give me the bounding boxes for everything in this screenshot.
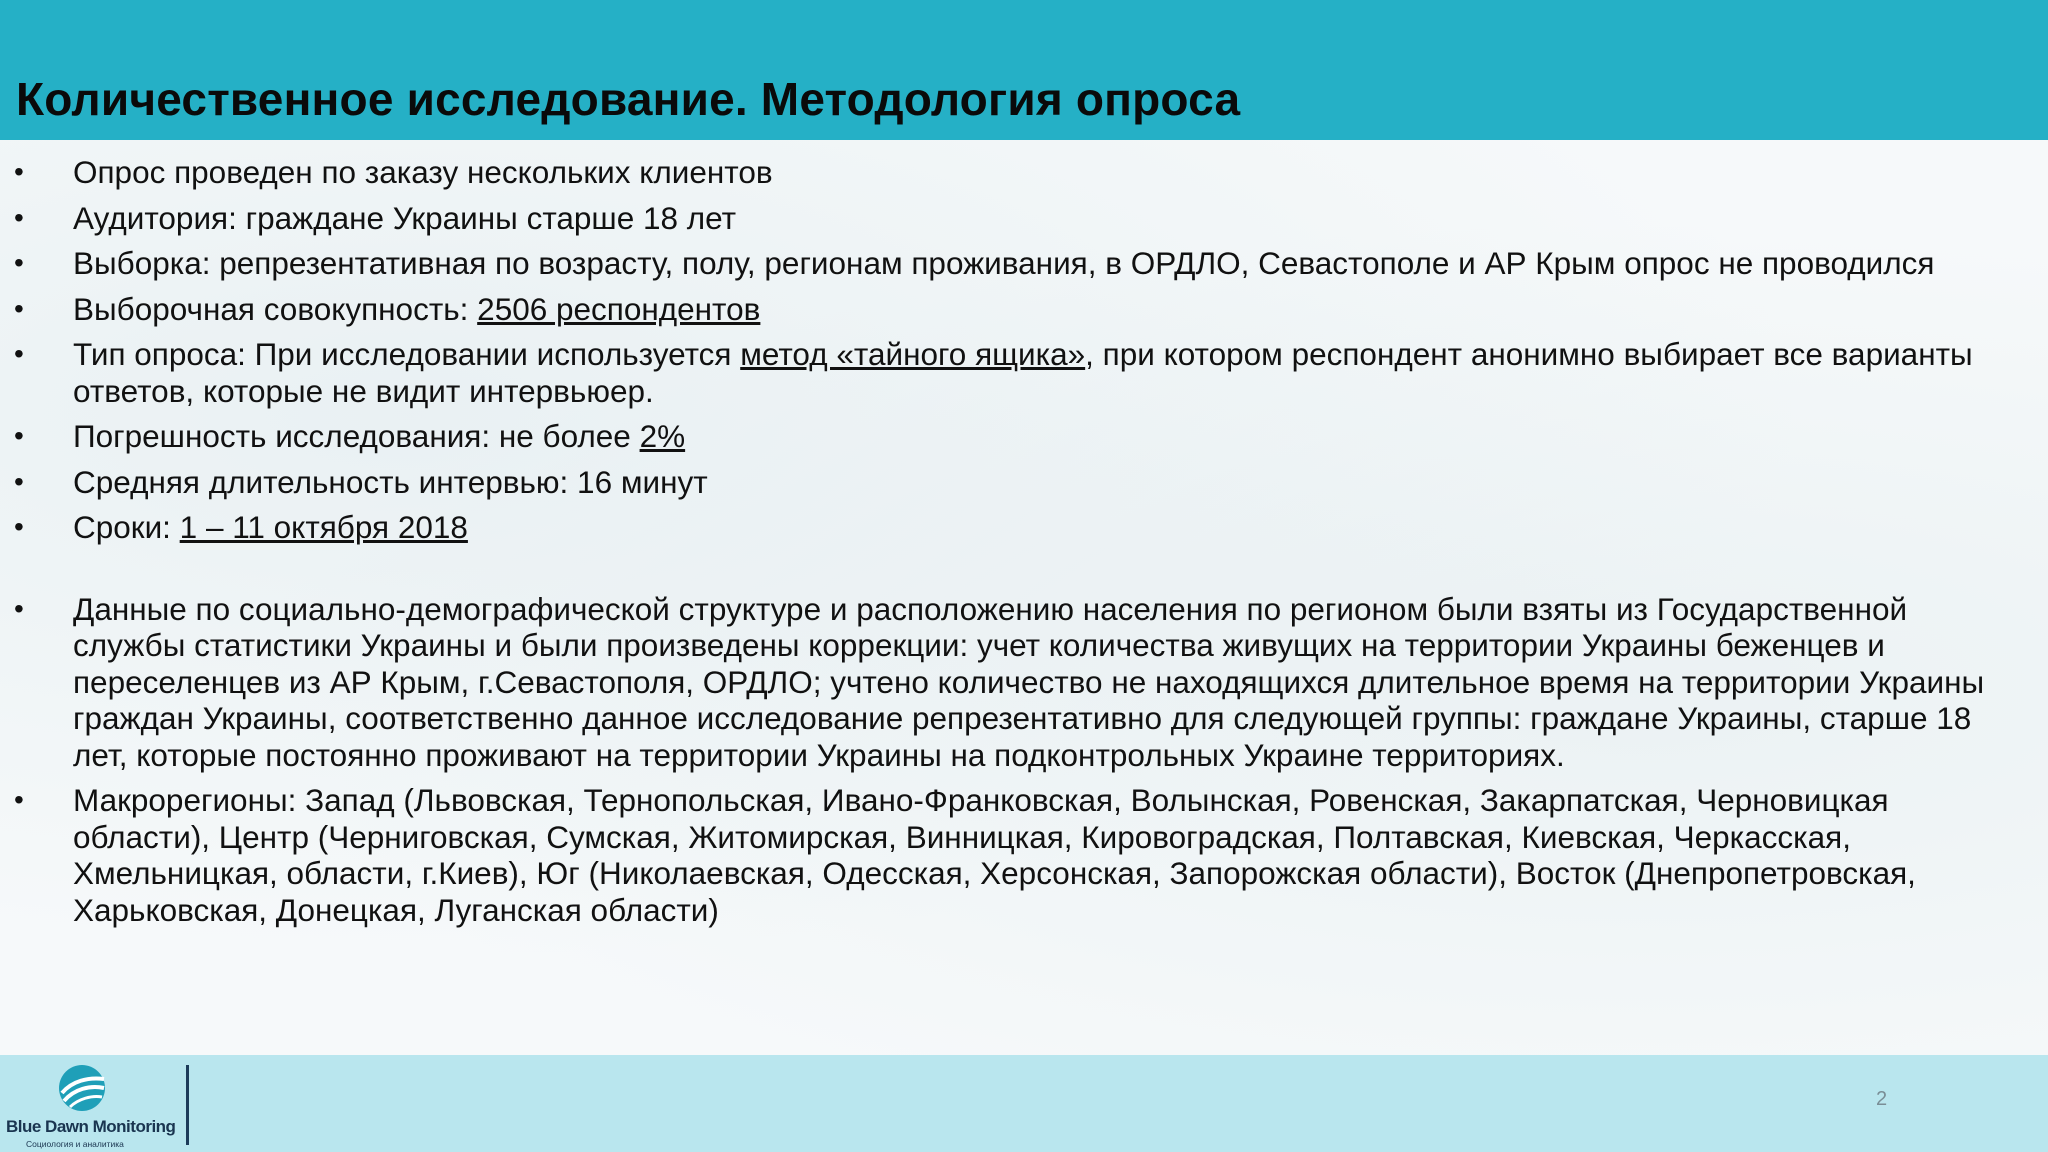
page-number: 2	[1876, 1088, 1888, 1110]
slide-title: Количественное исследование. Методология опроса	[16, 73, 1241, 125]
logo-divider	[186, 1065, 189, 1145]
bullet-marker: •	[14, 292, 24, 324]
bullet-marker: •	[14, 338, 24, 369]
bullet-text: Опрос проведен по заказу нескольких клиентов	[73, 154, 773, 190]
bullet-item	[0, 154, 2048, 191]
bullet-item	[0, 591, 2048, 774]
bullet-marker: •	[14, 511, 24, 542]
logo-mark-icon	[54, 1063, 110, 1113]
bullet-item	[0, 291, 2048, 328]
bullet-marker: •	[14, 156, 24, 187]
bullet-text: Сроки:	[73, 509, 180, 545]
bullet-text: Макрорегионы: Запад (Львовская, Тернопольская, Ивано-Франковская, Волынская, Ровенская, Закарпатская, Черновицкая области), Центр (Черниговская, Сумская, Житомирская, Винницкая, Кировоградская, Полтавская, Киевская, Черкасская, Хмельницкая, области, г.Киев), Юг (Николаевская, Одесская, Херсонская, Запорожская области), Восток (Днепропетровская, Харьковская, Донецкая, Луганская области)	[73, 782, 1916, 928]
slide-header	[0, 0, 2048, 140]
bullet-marker: •	[14, 592, 24, 624]
underlined-text: 2%	[639, 418, 686, 454]
company-logo	[6, 1063, 176, 1148]
underlined-text: метод «тайного ящика»	[740, 336, 1086, 372]
underlined-text: 2506 респондентов	[477, 290, 761, 327]
bullet-item	[0, 245, 2048, 282]
logo-tagline: Социология и аналитика	[26, 1139, 124, 1149]
bullet-marker: •	[14, 420, 24, 451]
bullet-marker: •	[14, 247, 24, 278]
bullet-text: Погрешность исследования: не более	[73, 418, 640, 454]
bullet-marker: •	[14, 201, 24, 233]
bullet-item	[0, 336, 2048, 409]
slide-footer	[0, 1055, 2048, 1152]
logo-name: Blue Dawn Monitoring	[6, 1117, 176, 1136]
bullet-text: Тип опроса: При исследовании используется	[73, 336, 741, 372]
bullet-marker: •	[14, 784, 24, 815]
bullet-item	[0, 464, 2048, 501]
bullet-text: Выборочная совокупность:	[73, 290, 478, 327]
bullet-text: Аудитория: граждане Украины старше 18 лет	[73, 199, 737, 236]
bullet-text: Выборка: репрезентативная по возрасту, полу, регионам проживания, в ОРДЛО, Севастополе и АР Крым опрос не проводился	[73, 245, 1935, 281]
bullet-item	[0, 782, 2048, 928]
bullet-marker: •	[14, 465, 24, 497]
underlined-text: 1 – 11 октября 2018	[179, 509, 468, 545]
bullet-text: Средняя длительность интервью: 16 минут	[73, 463, 708, 500]
bullet-text: Данные по социально-демографической структуре и расположению населения по регионом были взяты из Государственной службы статистики Украины и были произведены коррекции: учет количества живущих на территории Украины беженцев и переселенцев из АР Крым, г.Севастополя, ОРДЛО; учтено количество не находящихся длительное время на территории Украины граждан Украины, соответственно данное исследование репрезентативно для следующей группы: граждане Украины, старше 18 лет, которые постоянно проживают на территории Украины на подконтрольных Украине территориях.	[73, 590, 1985, 773]
bullet-item	[0, 418, 2048, 455]
bullet-item	[0, 200, 2048, 237]
slide-content	[0, 154, 2048, 937]
bullet-list	[0, 154, 2048, 928]
bullet-text: , при котором респондент анонимно выбирает все варианты ответов, которые не видит интервьюер.	[73, 336, 1973, 409]
bullet-item	[0, 509, 2048, 546]
